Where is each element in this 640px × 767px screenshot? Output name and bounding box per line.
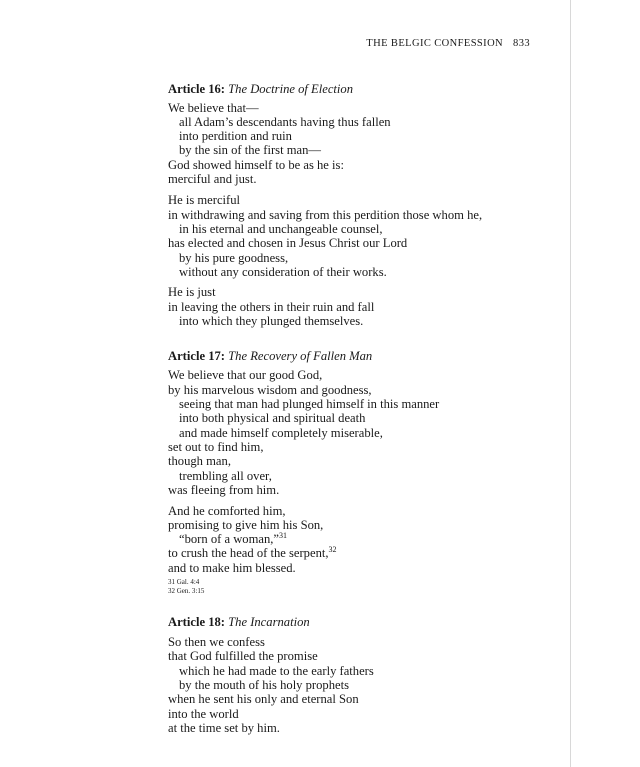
running-title: THE BELGIC CONFESSION	[366, 38, 504, 49]
article-16-label: Article 16:	[168, 82, 225, 96]
article-16-line: into which they plunged themselves.	[179, 314, 364, 328]
footnote: 31 Gal. 4:4	[168, 578, 200, 586]
footnote: 32 Gen. 3:15	[168, 587, 205, 595]
footnote-ref: 32	[328, 545, 337, 554]
article-17-line: And he comforted him,	[168, 504, 286, 518]
article-16-line: God showed himself to be as he is:	[168, 158, 344, 172]
article-17-line: promising to give him his Son,	[168, 518, 324, 532]
article-16-title: The Doctrine of Election	[228, 82, 354, 96]
article-17-line: set out to find him,	[168, 440, 264, 454]
article-17-line: trembling all over,	[179, 469, 272, 483]
article-16-line: merciful and just.	[168, 172, 257, 186]
article-18-line: So then we confess	[168, 635, 265, 649]
quote-text: “born of a woman,”	[179, 532, 280, 546]
serpent-text: to crush the head of the serpent,	[168, 546, 329, 560]
article-17-line: though man,	[168, 454, 231, 468]
footnote-ref: 31	[279, 531, 288, 540]
article-16-line: all Adam’s descendants having thus fallen	[179, 115, 391, 129]
article-16-line: without any consideration of their works.	[179, 265, 387, 279]
article-17-line: seeing that man had plunged himself in this manner	[179, 397, 440, 411]
article-18-line: into the world	[168, 707, 239, 721]
article-18-line: by the mouth of his holy prophets	[179, 678, 350, 692]
article-18-line: that God fulfilled the promise	[168, 649, 318, 663]
article-16-line: into perdition and ruin	[179, 129, 292, 143]
article-18-line: which he had made to the early fathers	[179, 664, 374, 678]
article-17-label: Article 17:	[168, 349, 225, 363]
article-17-title: The Recovery of Fallen Man	[228, 349, 373, 363]
article-17-line: and to make him blessed.	[168, 561, 296, 575]
article-17-line: by his marvelous wisdom and goodness,	[168, 383, 372, 397]
page-number: 833	[513, 38, 530, 49]
article-17-line: and made himself completely miserable,	[179, 426, 383, 440]
article-16-line: in withdrawing and saving from this perdition those whom he,	[168, 208, 483, 222]
article-16-line: in leaving the others in their ruin and fall	[168, 300, 375, 314]
article-17-line: was fleeing from him.	[168, 483, 280, 497]
article-16-line: We believe that—	[168, 101, 259, 115]
article-17-line: We believe that our good God,	[168, 368, 323, 382]
article-18-line: at the time set by him.	[168, 721, 280, 735]
article-16-line: has elected and chosen in Jesus Christ our Lord	[168, 236, 408, 250]
page-edge-divider	[570, 0, 571, 767]
article-18-line: when he sent his only and eternal Son	[168, 692, 359, 706]
article-16-heading	[168, 82, 353, 97]
article-16-line: in his eternal and unchangeable counsel,	[179, 222, 383, 236]
article-17-line: into both physical and spiritual death	[179, 411, 366, 425]
article-16-line: by the sin of the first man—	[179, 143, 322, 157]
article-17-line	[168, 547, 337, 560]
running-header	[366, 38, 530, 49]
article-16-line: by his pure goodness,	[179, 251, 289, 265]
article-17-line	[179, 533, 287, 546]
article-17-heading	[168, 349, 372, 364]
article-16-line: He is just	[168, 285, 216, 299]
article-18-heading	[168, 615, 310, 630]
article-16-line: He is merciful	[168, 193, 241, 207]
article-18-label: Article 18:	[168, 615, 225, 629]
article-18-title: The Incarnation	[228, 615, 310, 629]
